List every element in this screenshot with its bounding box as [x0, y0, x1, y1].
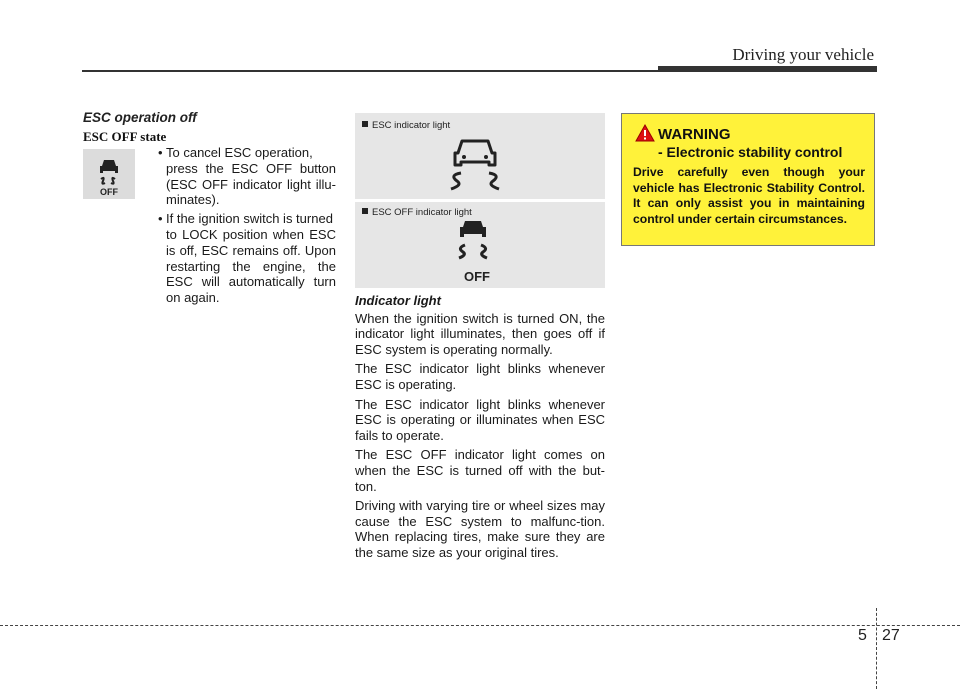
paragraph: The ESC indicator light blinks whenever ESC is operating or illuminates when ESC fails to operate.	[355, 396, 605, 443]
esc-off-indicator-caption: ESC OFF indicator light	[362, 207, 472, 218]
esc-off-icon	[83, 149, 135, 199]
panel-divider	[355, 199, 605, 202]
section-heading: ESC operation off	[83, 110, 197, 125]
list-item: • If the ignition switch is turned to LOCK position when ESC is off, ESC remains off. Upon restarting the engine, the ESC will automatically turn on again.	[158, 211, 336, 306]
bullet-text-continued: to LOCK position when ESC is off, ESC remains off. Upon restarting the engine, the ESC will automatically turn on again.	[166, 226, 336, 306]
indicator-light-panel	[355, 113, 605, 288]
paragraph: The ESC indicator light blinks whenever ESC is operating.	[355, 361, 605, 392]
paragraph: The ESC OFF indicator light comes on when the ESC is turned off with the but-ton.	[355, 447, 605, 494]
indicator-light-section	[355, 293, 605, 565]
warning-title: WARNING	[658, 126, 731, 143]
esc-indicator-icon	[445, 137, 505, 195]
bullet-text: To cancel ESC operation,	[166, 145, 313, 160]
indicator-light-heading: Indicator light	[355, 293, 441, 308]
list-item: • To cancel ESC operation, press the ESC OFF button (ESC OFF indicator light illu-minates).	[158, 145, 336, 208]
esc-off-indicator-label: OFF	[464, 269, 490, 284]
paragraph: Driving with varying tire or wheel sizes may cause the ESC system to malfunc-tion. When replacing tires, make sure they are the same size as your original tires.	[355, 498, 605, 560]
warning-body: Drive carefully even though your vehicle has Electronic Stability Control. It can only assist you in maintaining control under certain circumstances.	[633, 165, 865, 226]
bullet-text: If the ignition switch is turned	[166, 211, 333, 227]
esc-off-bullet-list	[158, 145, 336, 309]
footer-rule	[0, 625, 960, 626]
paragraph: When the ignition switch is turned ON, the indicator light illuminates, then goes off if ESC system is operating normally.	[355, 310, 605, 357]
warning-box	[621, 113, 875, 246]
chapter-title: Driving your vehicle	[732, 45, 874, 64]
section-subheading: ESC OFF state	[83, 129, 167, 144]
esc-off-icon-label: OFF	[100, 187, 118, 197]
warning-triangle-icon	[635, 124, 655, 142]
header-rule-accent	[658, 66, 877, 72]
page-number: 27	[882, 627, 900, 644]
chapter-number: 5	[858, 627, 867, 644]
page-number-divider	[876, 608, 877, 689]
warning-subtitle: - Electronic stability control	[658, 144, 843, 160]
bullet-text-continued: press the ESC OFF button (ESC OFF indicator light illu-minates).	[166, 160, 336, 208]
esc-off-indicator-icon	[455, 221, 503, 285]
esc-indicator-caption: ESC indicator light	[362, 120, 450, 131]
esc-off-button-icon	[83, 149, 135, 199]
